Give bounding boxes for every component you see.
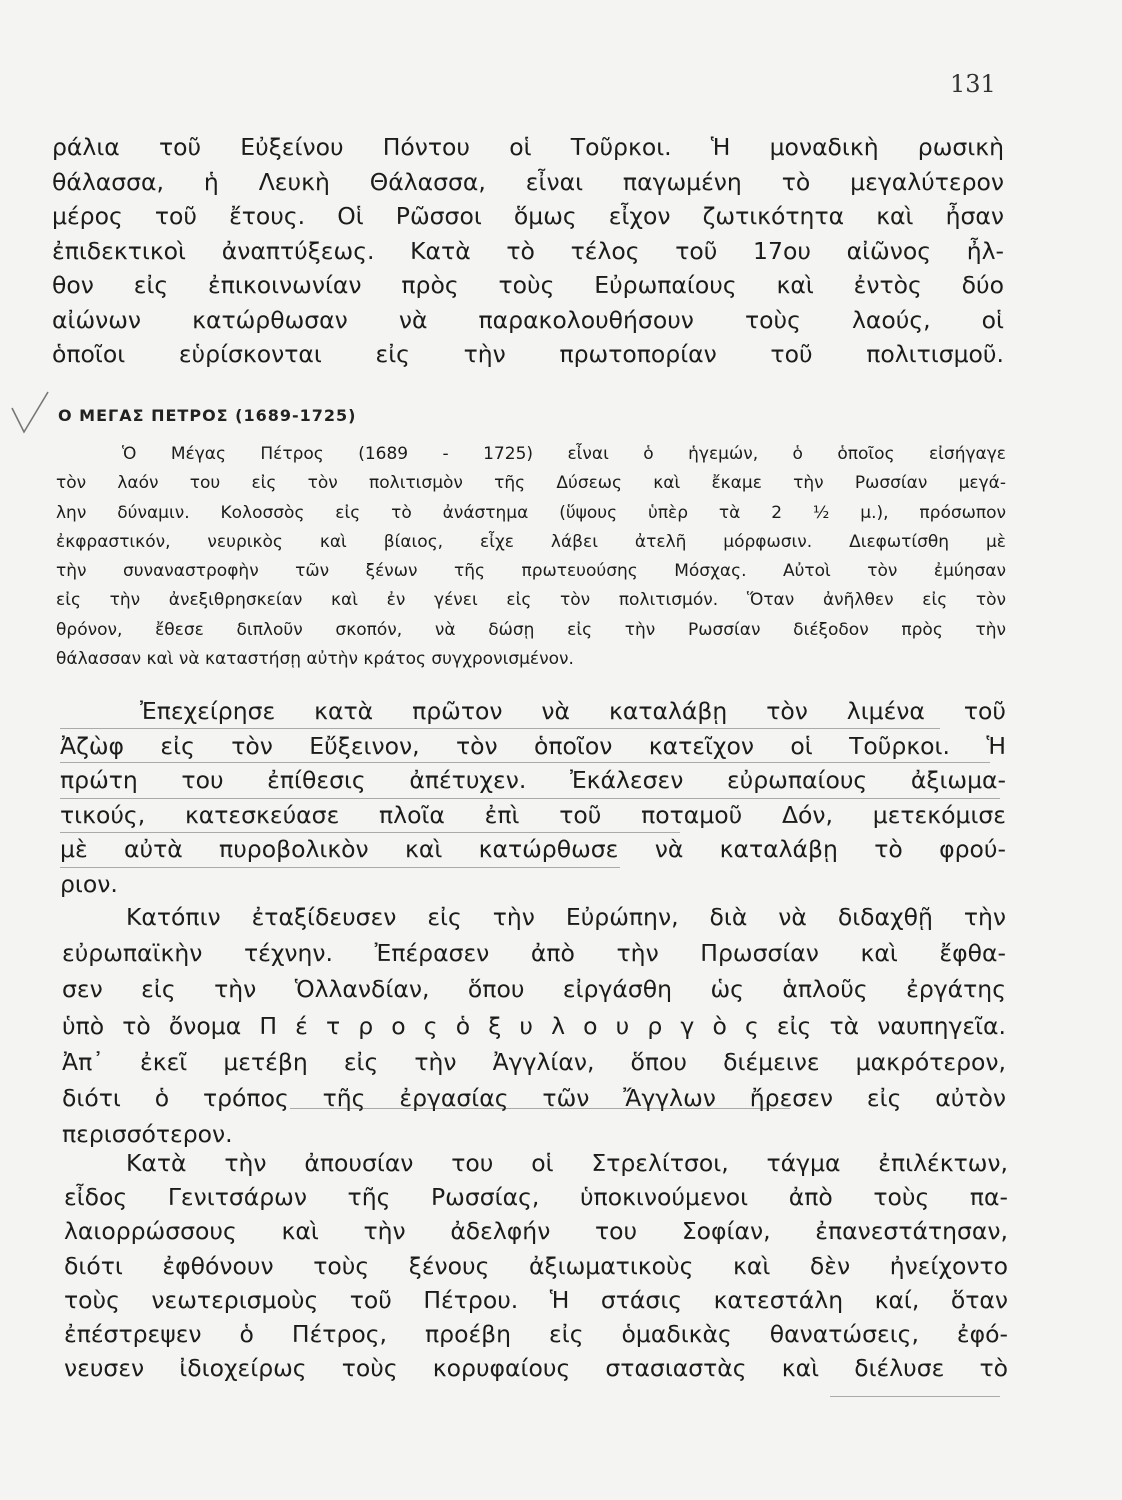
text-line: αἰώνων κατώρθωσαν νὰ παρακολουθήσουν τοὺς λαούς, οἱ — [52, 305, 1004, 334]
text-line: εἶδος Γενιτσάρων τῆς Ρωσσίας, ὑποκινούμενοι ἀπὸ τοὺς πα- — [64, 1183, 1008, 1212]
text-line: εἰς τὴν ἀνεξιθρησκείαν καὶ ἐν γένει εἰς τὸν πολιτισμόν. Ὅταν ἀνῆλθεν εἰς τὸν — [56, 590, 1006, 611]
text-line: τοὺς νεωτερισμοὺς τοῦ Πέτρου. Ἡ στάσις κατεστάλη καί, ὅταν — [64, 1285, 1008, 1314]
text-line: Κατὰ τὴν ἀπουσίαν του οἱ Στρελίτσοι, τάγμα ἐπιλέκτων, — [126, 1149, 1008, 1177]
text-line: περισσότερον. — [62, 1120, 233, 1149]
text-line: πρώτη του ἐπίθεσις ἀπέτυχεν. Ἐκάλεσεν εὐρωπαίους ἀξιωμα- — [60, 766, 1006, 795]
text-line: ὁποῖοι εὑρίσκονται εἰς τὴν πρωτοπορίαν τοῦ πολιτισμοῦ. — [52, 340, 1004, 368]
text-line: ριον. — [60, 869, 118, 898]
pencil-underline — [60, 867, 620, 868]
text-line: διότι ἐφθόνουν τοὺς ξένους ἀξιωματικοὺς καὶ δὲν ἠνείχοντο — [64, 1251, 1008, 1280]
text-line: τὸν λαόν του εἰς τὸν πολιτισμὸν τῆς Δύσεως καὶ ἔκαμε τὴν Ρωσσίαν μεγά- — [56, 473, 1006, 494]
text-line: θάλασσα, ἡ Λευκὴ Θάλασσα, εἶναι παγωμένη τὸ μεγαλύτερον — [52, 167, 1004, 196]
paragraph-intro — [52, 130, 1004, 372]
text-line: λην δύναμιν. Κολοσσὸς εἰς τὸ ἀνάστημα (ὕψους ὑπὲρ τὰ 2 ½ μ.), πρόσωπον — [56, 502, 1006, 523]
text-line: Ἀζὼφ εἰς τὸν Εὔξεινον, τὸν ὁποῖον κατεῖχον οἱ Τοῦρκοι. Ἡ — [60, 731, 1006, 760]
text-line: διότι ὁ τρόπος τῆς ἐργασίας τῶν Ἄγγλων ἤρεσεν εἰς αὐτὸν — [62, 1083, 1006, 1112]
page-number: 131 — [950, 70, 996, 98]
text-line: Ἀπ᾽ ἐκεῖ μετέβη εἰς τὴν Ἀγγλίαν, ὅπου διέμεινε μακρότερον, — [62, 1047, 1006, 1076]
text-line: τικούς, κατεσκεύασε πλοῖα ἐπὶ τοῦ ποταμοῦ Δόν, μετεκόμισε — [60, 800, 1006, 829]
text-line: νευσεν ἰδιοχείρως τοὺς κορυφαίους στασιαστὰς καὶ διέλυσε τὸ — [64, 1354, 1008, 1383]
text-line: θον εἰς ἐπικοινωνίαν πρὸς τοὺς Εὐρωπαίους καὶ ἐντὸς δύο — [52, 271, 1004, 299]
paragraph-streltsy — [64, 1146, 1008, 1385]
paragraph-europe-trip — [62, 899, 1006, 1152]
text-line: Ὁ Μέγας Πέτρος (1689 - 1725) εἶναι ὁ ἡγεμών, ὁ ὁποῖος εἰσήγαγε — [122, 444, 1006, 464]
pencil-checkmark — [10, 388, 50, 436]
text-line: σεν εἰς τὴν Ὁλλανδίαν, ὅπου εἰργάσθη ὡς ἁπλοῦς ἐργάτης — [62, 975, 1006, 1004]
text-line: ἐπιδεκτικοὶ ἀναπτύξεως. Κατὰ τὸ τέλος τοῦ 17ου αἰῶνος ἦλ- — [52, 236, 1004, 265]
section-heading: Ο ΜΕΓΑΣ ΠΕΤΡΟΣ (1689-1725) — [58, 406, 357, 425]
text-line: ράλια τοῦ Εὐξείνου Πόντου οἱ Τοῦρκοι. Ἡ μοναδικὴ ρωσικὴ — [52, 133, 1004, 161]
pencil-underline — [60, 762, 990, 763]
pencil-underline — [60, 728, 940, 729]
text-line: μέρος τοῦ ἔτους. Οἱ Ρῶσσοι ὅμως εἶχον ζωτικότητα καὶ ἦσαν — [52, 202, 1004, 230]
text-line: εὐρωπαϊκὴν τέχνην. Ἐπέρασεν ἀπὸ τὴν Πρωσσίαν καὶ ἔφθα- — [62, 939, 1006, 968]
text-line: μὲ αὐτὰ πυροβολικὸν καὶ κατώρθωσε νὰ καταλάβῃ τὸ φρού- — [60, 835, 1006, 864]
text-line: ἐπέστρεψεν ὁ Πέτρος, προέβη εἰς ὁμαδικὰς θανατώσεις, ἐφό- — [64, 1319, 1008, 1348]
text-line: θρόνον, ἔθεσε διπλοῦν σκοπόν, νὰ δώσῃ εἰς τὴν Ρωσσίαν διέξοδον πρὸς τὴν — [56, 619, 1006, 640]
pencil-underline — [60, 798, 1000, 799]
text-line: ἐκφραστικόν, νευρικὸς καὶ βίαιος, εἶχε λάβει ἀτελῆ μόρφωσιν. Διεφωτίσθη μὲ — [56, 531, 1006, 552]
text-line: τὴν συναναστροφὴν τῶν ξένων τῆς πρωτευούσης Μόσχας. Αὐτοὶ τὸν ἐμύησαν — [56, 561, 1006, 582]
text-line: ὑπὸ τὸ ὄνομα Π έ τ ρ ο ς ὁ ξ υ λ ο υ ρ γ ὸ ς εἰς τὰ ναυπηγεῖα. — [62, 1011, 1006, 1040]
pencil-underline — [290, 1108, 790, 1109]
text-line: λαιορρώσσους καὶ τὴν ἀδελφήν του Σοφίαν, ἐπανεστάτησαν, — [64, 1217, 1008, 1246]
pencil-underline — [60, 832, 680, 833]
text-line: Κατόπιν ἐταξίδευσεν εἰς τὴν Εὐρώπην, διὰ νὰ διδαχθῇ τὴν — [126, 903, 1006, 931]
text-line: Ἐπεχείρησε κατὰ πρῶτον νὰ καταλάβῃ τὸν λιμένα τοῦ — [140, 697, 1006, 725]
paragraph-summary — [56, 440, 1006, 674]
text-line: θάλασσαν καὶ νὰ καταστήσῃ αὐτὴν κράτος συγχρονισμένον. — [56, 649, 574, 670]
pencil-underline — [830, 1396, 1000, 1397]
